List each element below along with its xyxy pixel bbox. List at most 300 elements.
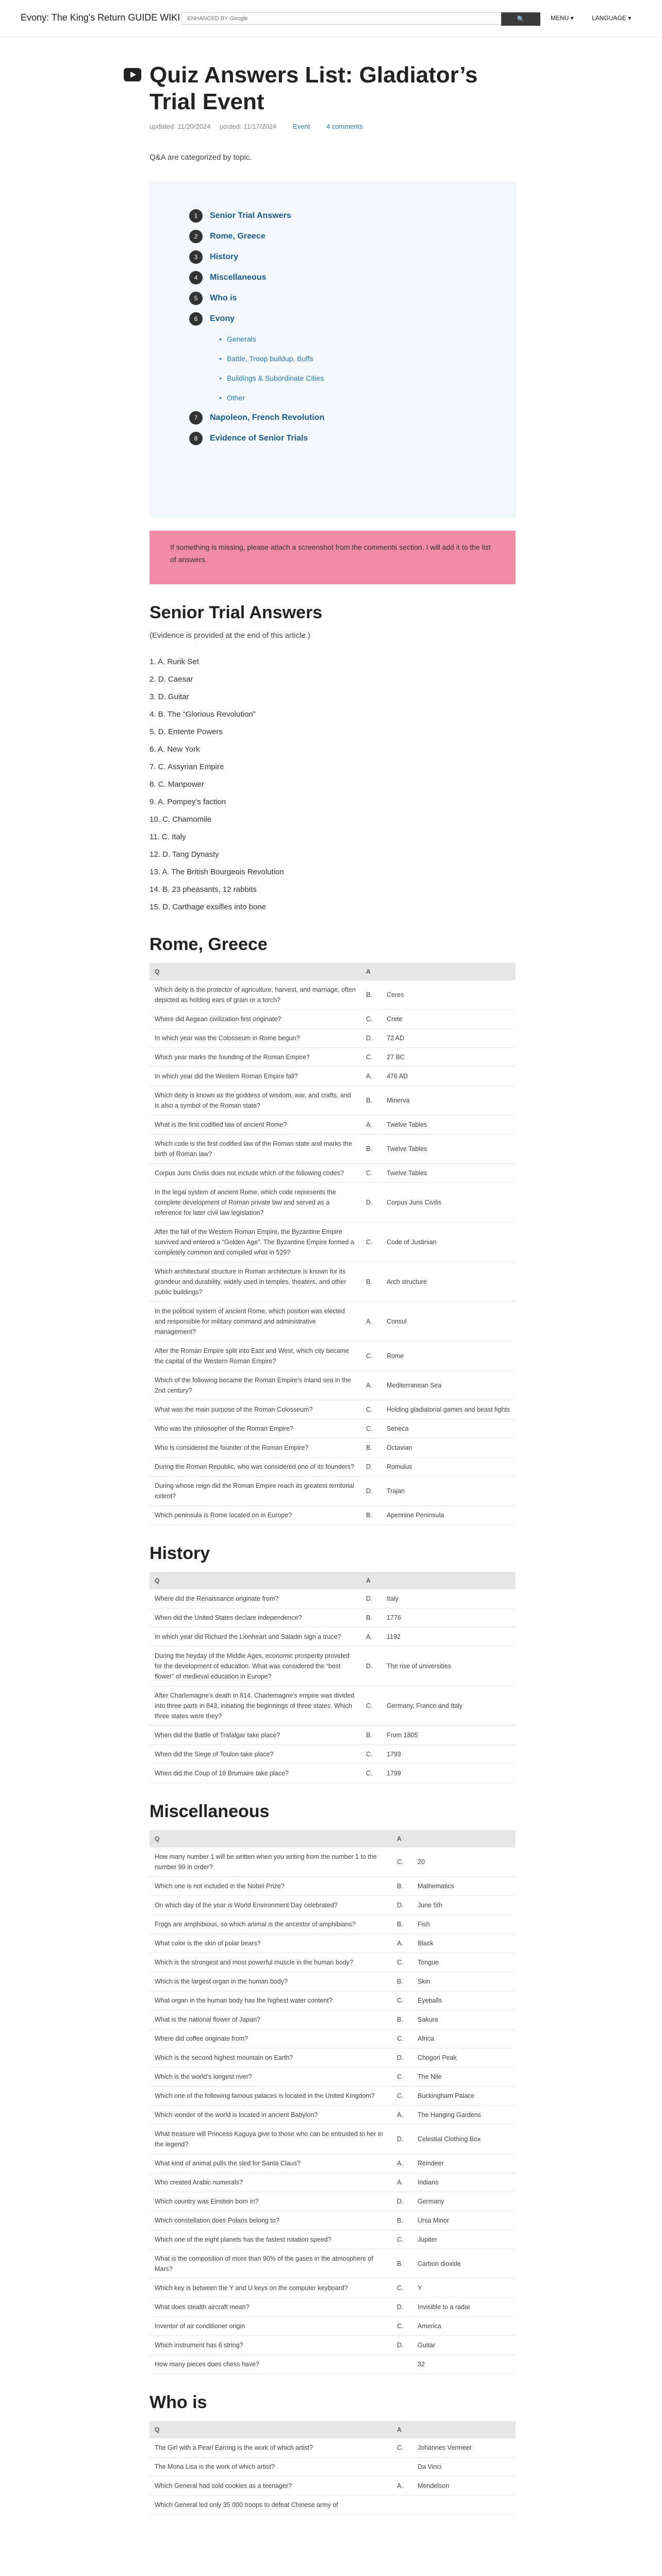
toc-sub-link[interactable]: • Other: [219, 388, 515, 408]
question-cell: Which instrument has 6 string?: [150, 2336, 392, 2355]
answer-item: 13. A. The British Bourgeois Revolution: [150, 868, 284, 876]
question-cell: Which code is the first codified law of the Roman state and marks the birth of Roman law?: [150, 1134, 361, 1164]
answer-letter-cell: C.: [361, 1419, 382, 1438]
question-cell: Frogs are amphibious, so which animal is the ancestor of amphibians?: [150, 1915, 392, 1934]
table-row: [150, 1342, 516, 1371]
answer-item: 7. C. Assyrian Empire: [150, 762, 224, 771]
answer-cell: Germany, France and Italy: [382, 1686, 516, 1726]
answer-cell: 20: [412, 1848, 516, 1877]
answer-item: 14. B. 23 pheasants, 12 rabbits: [150, 885, 257, 894]
answer-item: 8. C. Manpower: [150, 780, 204, 789]
title-row: [150, 52, 516, 115]
toc-item[interactable]: [189, 309, 515, 329]
table-row: [150, 1458, 516, 1477]
answer-letter-cell: D.: [392, 2192, 412, 2211]
question-cell: Which one is not included in the Nobel Prize?: [150, 1877, 392, 1896]
answer-letter-cell: C.: [361, 1764, 382, 1783]
answer-cell: From 1805: [382, 1726, 516, 1745]
table-row: [150, 2192, 516, 2211]
table-row: [150, 1953, 516, 1972]
question-cell: Which General led only 35 000 troops to defeat Chinese army of: [150, 2496, 392, 2515]
answer-cell: Invisible to a radar: [412, 2298, 516, 2317]
answer-cell: Africa: [412, 2029, 516, 2048]
answer-cell: Carbon dioxide: [412, 2249, 516, 2279]
question-cell: Which is the world’s longest river?: [150, 2067, 392, 2087]
answer-letter-cell: C.: [392, 1953, 412, 1972]
table-row: [150, 1608, 516, 1628]
answer-letter-cell: D.: [392, 2048, 412, 2067]
question-cell: Where did coffee originate from?: [150, 2029, 392, 2048]
question-cell: Corpus Juris Civilis does not include which of the following codes?: [150, 1164, 361, 1183]
question-cell: During the heyday of the Middle Ages, economic prosperity provided for the development of education. What was considered the “best flower” of medieval education in Europe?: [150, 1647, 361, 1686]
answer-cell: Johannes Vermeer: [412, 2438, 516, 2458]
toc-item[interactable]: [189, 267, 515, 288]
answer-letter-cell: B.: [392, 1915, 412, 1934]
answer-cell: Guitar: [412, 2336, 516, 2355]
table-row: [150, 1848, 516, 1877]
question-cell: What color is the skin of polar bears?: [150, 1934, 392, 1953]
answer-letter-cell: C.: [392, 2029, 412, 2048]
table-row: [150, 2173, 516, 2192]
answer-cell: Twelve Tables: [382, 1134, 516, 1164]
question-cell: When did the United States declare independence?: [150, 1608, 361, 1628]
question-cell: On which day of the year is World Environment Day celebrated?: [150, 1896, 392, 1915]
table-row: [150, 1686, 516, 1726]
table-row: [150, 1134, 516, 1164]
answer-letter-cell: D.: [361, 1458, 382, 1477]
table-row: [150, 2336, 516, 2355]
question-cell: In the political system of ancient Rome, which position was elected and responsible for military command and administrative management?: [150, 1302, 361, 1342]
answer-cell: [412, 2496, 516, 2515]
toc-sub-link[interactable]: • Battle, Troop buildup, Buffs: [219, 349, 515, 368]
table-row: [150, 2029, 516, 2048]
answer-cell: Crete: [382, 1010, 516, 1029]
answer-item: 5. D. Entente Powers: [150, 727, 223, 736]
question-cell: When did the Siege of Toulon take place?: [150, 1745, 361, 1764]
table-row: [150, 1029, 516, 1048]
answer-cell: Reindeer: [412, 2154, 516, 2173]
answer-letter-cell: A.: [392, 2477, 412, 2496]
table-row: [150, 1477, 516, 1506]
answer-cell: Arch structure: [382, 1262, 516, 1302]
answer-letter-cell: A.: [361, 1371, 382, 1400]
toc-link[interactable]: Evidence of Senior Trials: [210, 434, 308, 443]
answer-letter-cell: A.: [361, 1115, 382, 1134]
answer-letter-cell: D.: [361, 1477, 382, 1506]
table-row: [150, 1991, 516, 2010]
table-row: [150, 2087, 516, 2106]
toc-item[interactable]: [189, 408, 515, 428]
question-cell: The Girl with a Pearl Earring is the work of which artist?: [150, 2438, 392, 2458]
answer-letter-cell: C.: [392, 2087, 412, 2106]
col-q-header: Q: [150, 1572, 361, 1589]
answer-letter-cell: B.: [361, 1438, 382, 1458]
posted-date: posted: 11/17/2024: [219, 123, 277, 130]
answer-letter-cell: B.: [361, 1086, 382, 1115]
answer-cell: 1799: [382, 1764, 516, 1783]
question-cell: In the legal system of ancient Rome, which code represents the complete development of Roman private law and served as a reference for later civil law legislation?: [150, 1183, 361, 1223]
answer-cell: Eyeballs: [412, 1991, 516, 2010]
table-row: [150, 1419, 516, 1438]
answer-cell: Holding gladiatorial games and beast fights: [382, 1400, 516, 1419]
section-heading-history: History: [150, 1544, 210, 1563]
table-row: [150, 1972, 516, 1991]
question-cell: Who created Arabic numerals?: [150, 2173, 392, 2192]
answer-letter-cell: D.: [392, 2336, 412, 2355]
answer-cell: The rise of universities: [382, 1647, 516, 1686]
question-cell: Which General had sold cookies as a teenager?: [150, 2477, 392, 2496]
answer-cell: Mendelson: [412, 2477, 516, 2496]
answer-cell: Consul: [382, 1302, 516, 1342]
toc-number: 3: [189, 250, 203, 264]
answer-cell: The Hanging Gardens: [412, 2106, 516, 2125]
question-cell: During the Roman Republic, who was considered one of its founders?: [150, 1458, 361, 1477]
answer-item: 1. A. Rurik Set: [150, 657, 199, 666]
table-row: [150, 2458, 516, 2477]
youtube-icon[interactable]: [124, 68, 141, 81]
table-row: [150, 2125, 516, 2154]
answer-letter-cell: C.: [392, 1991, 412, 2010]
question-cell: Where did the Renaissance originate from?: [150, 1589, 361, 1608]
table-row: [150, 1223, 516, 1262]
toc-number: 6: [189, 312, 203, 326]
toc-item[interactable]: [189, 288, 515, 309]
article: [150, 52, 516, 2515]
table-row: [150, 2477, 516, 2496]
notice-box: If something is missing, please attach a screenshot from the comments section, I will add it to the list of answers.: [150, 531, 516, 584]
language-button[interactable]: LANGUAGE ▾: [592, 14, 632, 22]
answer-letter-cell: B.: [392, 1877, 412, 1896]
answer-cell: The Nile: [412, 2067, 516, 2087]
answer-letter-cell: A.: [392, 1934, 412, 1953]
answer-cell: Trajan: [382, 1477, 516, 1506]
question-cell: Which is the strongest and most powerful muscle in the human body?: [150, 1953, 392, 1972]
comments-link[interactable]: 4 comments: [326, 123, 363, 130]
question-cell: What is the composition of more than 90% of the gases in the atmosphere of Mars?: [150, 2249, 392, 2279]
evidence-note: (Evidence is provided at the end of this article.): [150, 631, 310, 640]
question-cell: Which deity is the protector of agriculture, harvest, and marriage, often depicted as holding ears of grain or a torch?: [150, 980, 361, 1010]
toc-number: 5: [189, 292, 203, 305]
table-row: [150, 1589, 516, 1608]
answer-letter-cell: C.: [361, 1686, 382, 1726]
answer-letter-cell: C.: [361, 1010, 382, 1029]
answer-letter-cell: D.: [392, 2298, 412, 2317]
question-cell: Inventor of air conditioner origin: [150, 2317, 392, 2336]
toc-link[interactable]: Evony: [210, 314, 235, 323]
question-cell: Who was the philosopher of the Roman Empire?: [150, 1419, 361, 1438]
question-cell: The Mona Lisa is the work of which artist?: [150, 2458, 392, 2477]
question-cell: Which architectural structure in Roman architecture is known for its grandeur and durability, widely used in temples, theaters, and other public buildings?: [150, 1262, 361, 1302]
answer-letter-cell: B.: [361, 980, 382, 1010]
answer-item: 12. D. Tang Dynasty: [150, 850, 219, 859]
toc-item[interactable]: [189, 226, 515, 247]
table-row: [150, 1262, 516, 1302]
col-q-header: Q: [150, 1830, 392, 1848]
answer-cell: 1192: [382, 1628, 516, 1647]
answer-letter-cell: A.: [392, 2173, 412, 2192]
table-row: [150, 2279, 516, 2298]
question-cell: Which is the second highest mountain on Earth?: [150, 2048, 392, 2067]
question-cell: What does stealth aircraft mean?: [150, 2298, 392, 2317]
col-a-header: A: [361, 1572, 516, 1589]
answer-letter-cell: C.: [361, 1745, 382, 1764]
intro-text: Q&A are categorized by topic.: [150, 153, 252, 162]
answer-item: 15. D. Carthage exsifles into bone: [150, 903, 266, 911]
answer-letter-cell: B.: [361, 1134, 382, 1164]
table-row: [150, 980, 516, 1010]
answer-letter-cell: [392, 2355, 412, 2374]
toc-number: 1: [189, 209, 203, 223]
answer-letter-cell: A.: [392, 2154, 412, 2173]
question-cell: Which one of the following famous palaces is located in the United Kingdom?: [150, 2087, 392, 2106]
table-row: [150, 1302, 516, 1342]
question-cell: How many number 1 will be written when you writing from the number 1 to the number 99 in order?: [150, 1848, 392, 1877]
answer-letter-cell: B.: [392, 2211, 412, 2230]
table-row: [150, 1647, 516, 1686]
col-q-header: Q: [150, 963, 361, 980]
question-cell: When did the Battle of Trafalgar take place?: [150, 1726, 361, 1745]
site-title[interactable]: Evony: The King's Return GUIDE WIKI: [21, 12, 180, 23]
answer-item: 2. D. Caesar: [150, 675, 193, 684]
answer-cell: Ursa Minor: [412, 2211, 516, 2230]
col-a-header: A: [361, 963, 516, 980]
answer-cell: Indians: [412, 2173, 516, 2192]
section-heading-whois: Who is: [150, 2393, 207, 2412]
answer-letter-cell: [392, 2458, 412, 2477]
col-a-header: A: [392, 1830, 516, 1848]
answer-cell: 27 BC: [382, 1048, 516, 1067]
question-cell: How many pieces does chess have?: [150, 2355, 392, 2374]
table-row: [150, 1010, 516, 1029]
answer-cell: Sakura: [412, 2010, 516, 2029]
misc-table: [150, 1830, 516, 2374]
history-table: [150, 1572, 516, 1783]
answer-cell: Code of Justinian: [382, 1223, 516, 1262]
table-row: [150, 1877, 516, 1896]
question-cell: What was the main purpose of the Roman Colosseum?: [150, 1400, 361, 1419]
toc-item[interactable]: [189, 206, 515, 226]
toc-item[interactable]: [189, 428, 515, 449]
answer-cell: Germany: [412, 2192, 516, 2211]
answer-cell: 1776: [382, 1608, 516, 1628]
search-input[interactable]: ENHANCED BY Google: [181, 12, 518, 25]
answer-letter-cell: C.: [392, 1848, 412, 1877]
answer-item: 9. A. Pompey’s faction: [150, 798, 226, 806]
question-cell: Which is the largest organ in the human body?: [150, 1972, 392, 1991]
answer-cell: Seneca: [382, 1419, 516, 1438]
table-of-contents: [150, 182, 516, 517]
search-button[interactable]: 🔍: [501, 12, 540, 26]
answer-letter-cell: C.: [392, 2438, 412, 2458]
table-row: [150, 1438, 516, 1458]
col-a-header: A: [392, 2421, 516, 2438]
question-cell: During whose reign did the Roman Empire reach its greatest territorial extent?: [150, 1477, 361, 1506]
answer-letter-cell: C.: [361, 1342, 382, 1371]
question-cell: Where did Aegean civilization first originate?: [150, 1010, 361, 1029]
table-row: [150, 1726, 516, 1745]
table-row: [150, 2249, 516, 2279]
table-row: [150, 1164, 516, 1183]
answer-letter-cell: D.: [361, 1183, 382, 1223]
answer-cell: Mediterranean Sea: [382, 1371, 516, 1400]
answer-letter-cell: C.: [361, 1048, 382, 1067]
answer-letter-cell: A.: [361, 1302, 382, 1342]
table-row: [150, 1896, 516, 1915]
table-row: [150, 2496, 516, 2515]
answer-cell: Y: [412, 2279, 516, 2298]
answer-letter-cell: D.: [361, 1589, 382, 1608]
answer-cell: Octavian: [382, 1438, 516, 1458]
answer-letter-cell: B.: [361, 1262, 382, 1302]
toc-number: 7: [189, 411, 203, 425]
table-row: [150, 1506, 516, 1525]
whois-table: [150, 2421, 516, 2515]
table-row: [150, 1745, 516, 1764]
question-cell: What organ in the human body has the highest water content?: [150, 1991, 392, 2010]
toc-number: 8: [189, 432, 203, 445]
table-row: [150, 1628, 516, 1647]
answer-cell: Rome: [382, 1342, 516, 1371]
answer-letter-cell: D.: [392, 2125, 412, 2154]
answer-letter-cell: A.: [361, 1067, 382, 1086]
question-cell: Which deity is known as the goddess of wisdom, war, and crafts, and is also a symbol of the Roman state?: [150, 1086, 361, 1115]
answer-cell: Buckingham Palace: [412, 2087, 516, 2106]
question-cell: Who is considered the founder of the Roman Empire?: [150, 1438, 361, 1458]
table-row: [150, 2067, 516, 2087]
table-row: [150, 1764, 516, 1783]
table-row: [150, 2317, 516, 2336]
question-cell: What is the first codified law of ancient Rome?: [150, 1115, 361, 1134]
table-row: [150, 1934, 516, 1953]
answer-letter-cell: C.: [392, 2230, 412, 2249]
table-row: [150, 1915, 516, 1934]
table-row: [150, 1086, 516, 1115]
question-cell: Which year marks the founding of the Roman Empire?: [150, 1048, 361, 1067]
table-row: [150, 1115, 516, 1134]
question-cell: What kind of animal pulls the sled for Santa Claus?: [150, 2154, 392, 2173]
answer-item: 4. B. The “Glorious Revolution”: [150, 710, 256, 719]
question-cell: Which one of the eight planets has the fastest rotation speed?: [150, 2230, 392, 2249]
section-heading-rome: Rome, Greece: [150, 935, 268, 954]
question-cell: Which country was Einstein born in?: [150, 2192, 392, 2211]
table-row: [150, 1067, 516, 1086]
answer-letter-cell: C.: [361, 1223, 382, 1262]
answer-cell: Skin: [412, 1972, 516, 1991]
section-heading-senior: Senior Trial Answers: [150, 603, 323, 622]
answer-cell: Twelve Tables: [382, 1164, 516, 1183]
table-row: [150, 2298, 516, 2317]
answer-cell: 72 AD: [382, 1029, 516, 1048]
answer-cell: Romulus: [382, 1458, 516, 1477]
toc-link[interactable]: Miscellaneous: [210, 273, 267, 282]
toc-link[interactable]: Senior Trial Answers: [210, 211, 291, 220]
question-cell: What treasure will Princess Kaguya give to those who can be entrusted to her in the legend?: [150, 2125, 392, 2154]
question-cell: What is the national flower of Japan?: [150, 2010, 392, 2029]
answer-letter-cell: B.: [361, 1726, 382, 1745]
question-cell: After the Roman Empire split into East and West, which city became the capital of the Western Roman Empire?: [150, 1342, 361, 1371]
toc-number: 2: [189, 230, 203, 243]
answer-cell: Tongue: [412, 1953, 516, 1972]
answer-item: 3. D. Guitar: [150, 692, 189, 701]
answer-cell: Black: [412, 1934, 516, 1953]
answer-letter-cell: C.: [392, 2067, 412, 2087]
col-q-header: Q: [150, 2421, 392, 2438]
toc-link[interactable]: History: [210, 252, 239, 261]
answer-letter-cell: A.: [361, 1628, 382, 1647]
table-row: [150, 1048, 516, 1067]
answer-letter-cell: B.: [392, 2249, 412, 2279]
answer-letter-cell: D.: [392, 1896, 412, 1915]
answer-letter-cell: D.: [361, 1647, 382, 1686]
question-cell: In which year was the Colosseum in Rome begun?: [150, 1029, 361, 1048]
answer-letter-cell: B.: [392, 2010, 412, 2029]
answer-cell: Italy: [382, 1589, 516, 1608]
answer-cell: Ceres: [382, 980, 516, 1010]
table-row: [150, 2438, 516, 2458]
toc-item[interactable]: [189, 247, 515, 267]
answer-letter-cell: B.: [392, 1972, 412, 1991]
answer-letter-cell: C.: [361, 1400, 382, 1419]
question-cell: Which constellation does Polaris belong to?: [150, 2211, 392, 2230]
toc-link[interactable]: Who is: [210, 294, 237, 302]
answer-cell: 32: [412, 2355, 516, 2374]
top-bar: [0, 0, 662, 37]
answer-cell: Twelve Tables: [382, 1115, 516, 1134]
answer-letter-cell: C.: [392, 2279, 412, 2298]
question-cell: In which year did the Western Roman Empire fall?: [150, 1067, 361, 1086]
toc-link[interactable]: Napoleon, French Revolution: [210, 413, 325, 422]
question-cell: Which key is between the Y and U keys on the computer keyboard?: [150, 2279, 392, 2298]
answer-item: 11. C. Italy: [150, 833, 186, 841]
answer-letter-cell: B.: [361, 1608, 382, 1628]
answer-cell: America: [412, 2317, 516, 2336]
answer-item: 6. A. New York: [150, 745, 200, 754]
section-heading-misc: Miscellaneous: [150, 1802, 270, 1821]
question-cell: Which of the following became the Roman Empire’s inland sea in the 2nd century?: [150, 1371, 361, 1400]
toc-sub-link[interactable]: • Buildings & Subordinate Cities: [219, 368, 515, 388]
page-title: Quiz Answers List: Gladiator’s Trial Event: [150, 62, 478, 114]
senior-answers-list: [150, 653, 516, 916]
answer-cell: Chogori Peak: [412, 2048, 516, 2067]
table-row: [150, 2106, 516, 2125]
table-row: [150, 2048, 516, 2067]
answer-letter-cell: B.: [361, 1506, 382, 1525]
table-row: [150, 2154, 516, 2173]
answer-cell: Corpus Juris Civilis: [382, 1183, 516, 1223]
category-link[interactable]: Event: [292, 123, 310, 130]
question-cell: In which year did Richard the Lionheart and Saladin sign a truce?: [150, 1628, 361, 1647]
article-meta: [150, 123, 516, 130]
table-row: [150, 2355, 516, 2374]
table-row: [150, 2010, 516, 2029]
question-cell: After the fall of the Western Roman Empire, the Byzantine Empire survived and entered a “Golden Age”. The Byzantine Empire formed a completely common and compiled what in 529?: [150, 1223, 361, 1262]
question-cell: When did the Coup of 18 Brumaire take place?: [150, 1764, 361, 1783]
answer-letter-cell: [392, 2496, 412, 2515]
toc-sub-link[interactable]: • Generals: [219, 329, 515, 349]
question-cell: After Charlemagne’s death in 814, Charlemagne’s empire was divided into three parts in 843, initiating the beginnings of three states. Which three states were they?: [150, 1686, 361, 1726]
answer-letter-cell: D.: [361, 1029, 382, 1048]
table-row: [150, 1183, 516, 1223]
question-cell: Which peninsula is Rome located on in Europe?: [150, 1506, 361, 1525]
toc-link[interactable]: Rome, Greece: [210, 232, 266, 241]
answer-letter-cell: C.: [392, 2317, 412, 2336]
table-row: [150, 1400, 516, 1419]
answer-cell: June 5th: [412, 1896, 516, 1915]
table-row: [150, 2230, 516, 2249]
answer-letter-cell: A.: [392, 2106, 412, 2125]
menu-button[interactable]: MENU ▾: [551, 14, 574, 22]
question-cell: Which wonder of the world is located in ancient Babylon?: [150, 2106, 392, 2125]
